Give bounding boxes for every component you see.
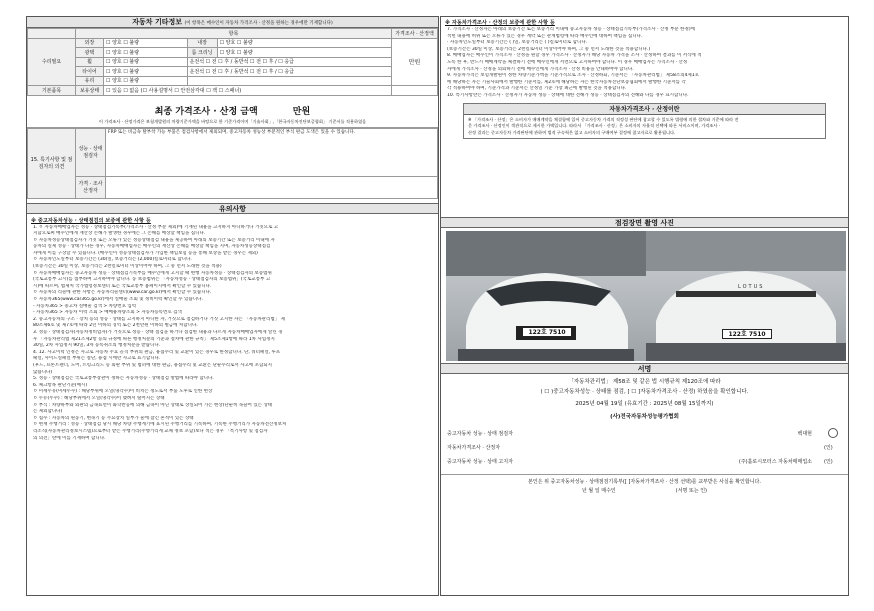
price-line: 자에게 가격조사 · 산정을 의뢰하기 전에 매수인에게 가격조사 · 산정 비용을 안내하여야 합니다. (447, 66, 634, 72)
caution-line: 않습니다) (33, 369, 53, 375)
caution-line: 의 의견」란에 이를 기재하여 합니다. (33, 435, 106, 441)
caution-line: (보증기간은 30일 이상, 보증거리는 2천킬로미터 이상이어야 하며, 그 중 먼저 도래한 것을 적용) (33, 264, 222, 270)
caution-line: ㅇ 미세누유(미세누수) : 해당부위에 오일(냉각수)이 비치는 정도로서 부품 노후로 인한 현상 (33, 389, 213, 395)
caution-line: 30일, 2차 사업정지 90일, 3차 등록취소의 행정처분을 받습니다. (33, 343, 161, 349)
caution-line: 1. ㅇ 자동차매매업자는 성능 · 상태점검기록부(가격조사 · 산정 부분 제외)에 기재된 내용을 고지하지 아니하거나 거짓으로 고 (33, 224, 279, 230)
signers-table: 중고자동차 성능 · 상태 점검자 백대현 자동차가격조사 · 산정자 (인) 중고자동차 성능 · 상태 고지자 (주)홀로시모터스 자동차매매업소 (인) (441, 426, 848, 468)
sign-org: (사)전국자동차성능평가협회 (610, 414, 679, 420)
caution-line: ㅇ 자동차365(www.car365.go.kr)에서 실매물 조회 및 정비이력 확인할 수 있습니다. (33, 297, 203, 303)
caution-body (27, 225, 438, 443)
caution-line: 리조직(자동차관리정보시스템)으로부터 받은 주행거리(주행거리계 교체 정보 포함)보다 적은 경우 「특기사항 및 점검자 (33, 428, 268, 434)
caution-line: (국토교통부 고시)를 첨부하여 고지하여야 합니다. 동 보증범위는 「자동차성능 · 상태점검자의 보증범위」(국토교통부 고 (33, 277, 271, 283)
caution-line: 시)에 따르며, 법제처 국가법령정보센터 또는 국토교통부 홈페이지에서 확인할 수 있습니다. (33, 283, 212, 289)
caution-line: 5. 성능 · 상태점검은 국토교통부장관이 정하는 자동차성능 · 상태점검 방법에 따라야 합니다. (33, 376, 214, 382)
price-line: 10. 특기사항란은 가격조사 · 산정자가 자동차 성능 · 상태에 대한 견해가 성능 · 상태점검자의 견해와 다를 경우 표시합니다. (447, 92, 689, 98)
caution-title: ※ 중고자동차성능 · 상태점검의 보증에 관한 사항 등 (31, 217, 151, 224)
caution-line: ㅇ 침수 : 자동차의 원동기, 변속기 등 주요장치 일부가 물에 잠긴 흔적이 있는 상태 (33, 415, 194, 421)
car-brand: LOTUS (738, 284, 765, 290)
caution-line: 동차의 실제 성능 · 상태가 다른 경우, 자동차매매업자는 매수인의 재산상 손해를 배상할 책임을 지며, 자동차성능상태점검 (33, 244, 271, 250)
sign-section: 서명 「자동차관리법」 제58조 및 같은 법 시행규칙 제120조에 따라 ( ☐ )중고자동차성능 · 상태를 점검, [ ☐ ]자동차가격조사 · 산정) 하였음을 확인합니다. 2025년 04월 19일 (유효기간 : 2025년 08월 15일까지) (사)전국자동차성능평가협회 중고자동차 성능 · 상태 점검자 백대현 자동차가격조사 · 산정자 (인) 중고자동차 성능 · 상태 고지자 (주)홀로시모터스 자동차매매업소 (인) 본인은 위 중고자동차성능 · 상태점검기록부([ ]자동차가격조사 · 산정 선택)를 교부받은 사실을 확인합니다. 년 월 일 매수인 (서명 또는 인) (441, 363, 848, 496)
sign-confirm-line: ( ☐ )중고자동차성능 · 상태를 점검, [ ☐ ]자동차가격조사 · 산정) 하였음을 확인합니다. (540, 389, 749, 395)
caution-line: ㅇ 현재 주행거리 : 성능 · 상태점검 당시 해당 차량 주행계기에 표시된 주행거리를 기록하며, 기록한 주행거리가 자동차전산정보처 (33, 422, 287, 428)
license-plate: 122호 7510 (522, 327, 572, 337)
caution-line: 패널, 사이드실패널 부위는 절단, 용접 시에만 사고로 표기합니다. (33, 356, 161, 362)
price-line: 9. 자동차가격은 보험개발원이 정한 차량기준가액을 기준가격으로 조사 · 산정하되, 기준서는 「자동차관리법」 제58조의4제1호 (447, 73, 699, 79)
definition-line: 산정 결과는 중고자동차 가격판단에 관하여 법적 구속력은 없고 소비자의 구매여부 결정에 참고자료로 활용됩니다. (468, 129, 676, 135)
receipt-block: 본인은 위 중고자동차성능 · 상태점검기록부([ ]자동차가격조사 · 산정 선택)를 교부받은 사실을 확인합니다. 년 월 일 매수인 (서명 또는 인) (441, 474, 848, 496)
price-line: 도록 한 후, 반드시 매매계약을 체결하기 전에 매수인에게 서면으로 고지하여야 합니다. 이 경우 매매업자는 가격조사 · 산정 (447, 59, 688, 65)
caution-line: ㅇ 자동차인도일부터 보증기간은 (30)일, 보증거리는 (2,000)킬로미터로 합니다. (33, 257, 192, 263)
caution-line: 2. 중고자동차의 구조 · 장치 등의 성능 · 상태를 고지하지 아니한 자, 거짓으로 점검하거나 거짓 고지한 자는 「자동차관리법」 제 (33, 316, 285, 322)
price-line: 적힌 내용에 허위 또는 오류가 있는 경우 계약 또는 관계법령에 따라 매수인에 대하여 책임을 집니다. (447, 33, 643, 39)
caution-line: - 자동차365 > 자동차 이력 조회 > 매매용차량조회 > 자동차등록번호 검색 (33, 310, 182, 316)
rear-license-plate: 122호 7510 (722, 329, 772, 339)
price-guarantee-body (441, 27, 848, 100)
price-line: 8. 매매업자는 매수인이 가격조사 · 산정을 원할 경우 가격조사 · 산정자가 해당 자동차 가격을 조사 · 산정하여 결과를 이 서식에 적 (447, 53, 702, 59)
caution-line: ㅇ 자동차성능상태점검자가 거짓 또는 오류가 있는 성능상태점검 내용을 제공하여 아래의 보증기간 또는 보증거리 이내에 자 (33, 237, 275, 243)
caution-line: 3. 성능 · 상태점검자(자동차정비업자)가 거짓으로 성능 · 상태 점검을 하거나 점검한 내용과 다르게 자동차매매업자에게 알린 경 (33, 330, 283, 335)
caution-line: ㅇ 부식 : 차량하부와 외판의 금속표면이 화학반응에 의해 금속이 아닌 상태로 상실되어 가는 현상(단순히 녹슬어 있는 상태 (33, 402, 273, 408)
caution-line: 자에게 이를 구상할 수 있습니다. (매수인이 성능상태점검자가 가입한 책임보험 등을 통해 보상을 받는 경우는 제외) (33, 250, 258, 256)
photo-section: 점검장면 촬영 사진 122호 7510 LOTUS 122호 7510 (441, 217, 848, 363)
seal-icon (828, 428, 838, 438)
caution-line: 4. 12. 사고이력 인정은 사고로 자동차 주요 골격 부위의 판금, 용접수리 및 교환이 있는 경우로 한정합니다. 단, 쿼터패널, 루프 (33, 349, 281, 355)
caution-line: 는 제외합니다) (33, 409, 63, 415)
price-line: 각 적용하여야 하며, 기준가격과 기준서는 산정일 기준 가장 최근에 발행된 것을 적용합니다. (447, 86, 627, 92)
definition-line: 문 가격조사 · 산정인이 객관적으로 제시한 가액입니다. 따라서 「가격조사 · 산정」은 소비자의 자율적 선택에 따른 서비스이며, 가격조사 · (468, 123, 721, 129)
sign-law-line: 「자동차관리법」 제58조 및 같은 법 시행규칙 제120조에 따라 (568, 379, 721, 385)
caution-line: (후드, 프론트펜더, 도어, 트렁크리드 등 외판 부위 및 범퍼에 대한 판금, 용접수리 및 교환은 단순수리로서 사고에 포함되지 (33, 362, 273, 368)
sign-date: 2025년 04월 19일 (유효기간 : 2025년 08월 15일까지) (575, 401, 714, 407)
etc-info-table: 항목 가격조사 · 산정액 수리필요 외장 ☐ 양호 ☐ 불량 내장 ☐ 양호 ☐ 불량 만원 광택 ☐ 양호 ☐ 불량 룸 크리닝 ☐ 양호 ☐ 불량 휠 ☐ 양호 ☐ 불량 운전석 ☐ 전 ☐ 후 / 동반석 ☐ 전 ☐ 후 / ☐ 응급 타이어 ☐ 양호 ☐ 불량 운전석 ☐ 전 ☐ 후 / 동반석 ☐ 전 ☐ 후 / ☐ 응급 유리 ☐ 양호 ☐ 불량 기본품목 보유상태 ☐ 있음 ☐ 없음 (☐ 사용설명서 ☐ 안전삼각대 ☐ 잭 ☐ 스패너) (27, 28, 438, 96)
price-line: 에 해당하는 자는 기술사회에서 발행한 기준서를, 제2호에 해당하는 자는 한국자동차진단보증협회에서 발행한 기준서를 각 (447, 79, 686, 85)
price-definition-box: 자동차가격조사 · 산정이란 ※ 「가격조사 · 산정」은 소비자가 매매계약을 체결함에 있어 중고자동차 가격의 적정성 판단에 참고할 수 있도록 법령에 의한 절차와 기준에 따라 전 문 가격조사 · 산정인이 객관적으로 제시한 가액입니다. 따라서 「가격조사 · 산정」은 소비자의 자율적 선택에 따른 서비스이며, 가격조사 · 산정 결과는 중고자동차 가격판단에 관하여 법적 구속력은 없고 소비자의 구매여부 결정에 참고자료로 활용됩니다. (463, 103, 826, 140)
front-car-photo (446, 231, 646, 361)
right-column (440, 16, 849, 596)
caution-line: ㅇ 자동차매매업자는 중고자동차 성능 · 상태점검기록부를 매수인에게 고지할 때 현행 자동차성능 · 상태점검자의 보증범위 (33, 270, 272, 276)
price-line: · 자동차인도일부터 보증기간은 ( )일, 보증거리는 ( )킬로미터로 합니다. (447, 40, 588, 46)
caution-line: ㅇ 자동차의 리콜에 관한 사항은 자동차리콜센터(www.car.go.kr)에서 확인할 수 있습니다. (33, 290, 212, 296)
caution-line: 80조제6호 및 제7호에 따라 2년 이하의 징역 또는 2천만원 이하의 벌금에 처합니다. (33, 323, 198, 329)
final-price: 최종 가격조사 · 산정 금액 만원 이 가격조사 · 산정가격은 보험개발원의 차량기준가액을 바탕으로 한 기준가격이며「기술사회」,「한국자동차진단보증협회」 기준서를 적용하였음 (27, 96, 438, 128)
caution-line: - 자동차365 > 중고차 실매물 검색 > 차량번호 입력 (33, 303, 137, 309)
caution-line: 지함으로써 매수인에게 재산상 손해가 발생한 경우에는 그 손해를 배상할 책임을 집니다. (33, 231, 206, 237)
caution-line: ㅇ 누유(누수) : 해당부위에서 오일(냉각수)이 맺혀서 떨어지는 상태 (33, 395, 165, 401)
caution-line: 우 「자동차관리법 제21조제2항 등의 규정에 따른 행정처분의 기준과 절차에 관한 규칙」 제5조제1항에 따라 1차 사업정지 (33, 336, 275, 342)
caution-line: 6. 체크항목 판단기준(예시) (33, 382, 88, 388)
etc-info-header: 자동차 기타정보 (이 항목은 매수인이 자동차 가격조사 · 산정을 원하는 경우에만 기재합니다) (27, 17, 438, 28)
rear-car-photo (646, 231, 846, 361)
opinion-table: 15. 특기사항 및 점검자의 의견 성능 · 상태 점검자 FRP 또는 비금속 탈부착 가능 부품은 점검사항에서 제외되며, 중고자동차 성능상 부분적인 부식 판금 도색은 있을 수 있습니다. 가격 · 조사 산정자 (27, 128, 438, 199)
price-guarantee-title: ※ 자동차가격조사 · 산정의 보증에 관한 사항 등 (445, 20, 555, 26)
price-line: (보증기간은 30일 이상, 보증거리는 2천킬로미터 이상이어야 하며, 그 중 먼저 도래한 것을 적용합니다.) (447, 46, 651, 52)
definition-line: ※ 「가격조사 · 산정」은 소비자가 매매계약을 체결함에 있어 중고자동차 가격의 적정성 판단에 참고할 수 있도록 법령에 의한 절차와 기준에 따라 전 (468, 116, 739, 122)
left-column (26, 16, 439, 596)
price-line: 7. 가격조사 · 산정자는 아래의 보증기간 또는 보증거리 이내에 중고자동차 성능 · 상태점검기록부(가격조사 · 산정 부분 한정)에 (447, 27, 695, 32)
caution-header: 유의사항 (27, 203, 438, 214)
